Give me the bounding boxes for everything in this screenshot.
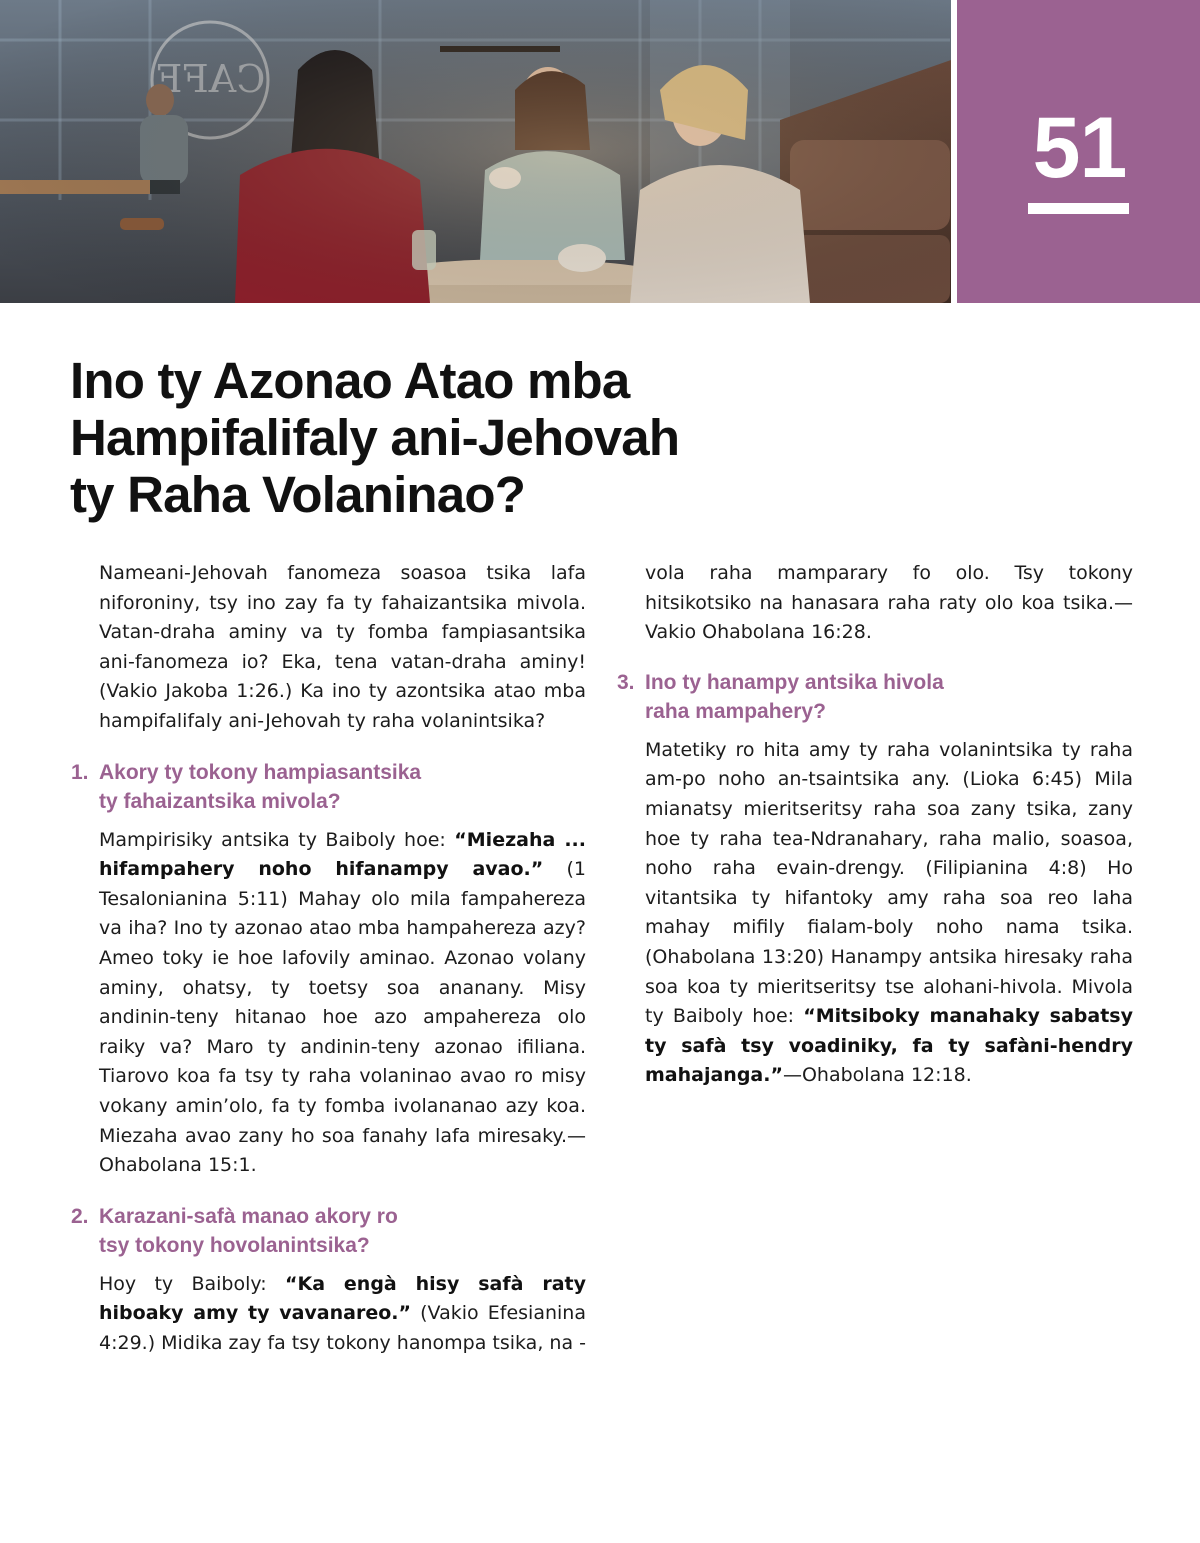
question-line: raha mampahery? <box>645 699 826 723</box>
answer-2-paragraph <box>99 1270 586 1359</box>
question-2-heading <box>71 1202 586 1260</box>
question-1-heading <box>71 758 586 816</box>
title-line: ty Raha Volaninao? <box>70 466 526 523</box>
intro-paragraph: Nameani-Jehovah fanomeza soasoa tsika lafa niforoniny, tsy ino zay fa ty fahaizantsika mivola. Vatan-draha aminy va ty fomba fampiasantsika ani-fanomeza io? Eka, tena vatan-draha aminy! (Vakio Jakoba 1:26.) Ka ino ty azontsika atao mba hampifalifaly ani-Jehovah ty raha volanintsika? <box>99 562 586 732</box>
answer-text: (Vakio Efesianina 4:29.) Midika zay fa tsy tokony hanompa tsika, na - <box>99 1302 586 1354</box>
question-line: ty fahaizantsika mivola? <box>99 789 341 813</box>
answer-2-continued: vola raha mamparary fo olo. Tsy tokony hitsikotsiko na hanasara raha raty olo koa tsika.—Vakio Ohabolana 16:28. <box>645 562 1133 644</box>
answer-text: —Ohabolana 12:18. <box>782 1064 972 1087</box>
answer-1-paragraph <box>99 826 586 1181</box>
lesson-number-underline <box>1028 203 1129 214</box>
question-number: 3. <box>617 670 635 694</box>
answer-text: Matetiky ro hita amy ty raha volanintsika ty raha am-po noho an-tsaintsika any. (Lioka 6:45) Mila mianatsy mieritseritsy raha soa zany tsika, zany hoe ty raha tea-Ndranahary, raha malio, soasoa, noho raha evain-drengy. (Filipianina 4:8) Ho vitantsika ty hifantoky amy raha soa reo laha mahay mifily fialam-boly noho nama tsika. (Ohabolana 13:20) Hanampy antsika hiresaky raha soa koa ty mieritseritsy tse alohani-hivola. Mivola ty Baiboly hoe: <box>645 738 1133 1028</box>
scripture-quote: “Miezaha ... hifampahery noho hifanampy avao.” <box>99 828 586 881</box>
scripture-quote: “Mitsiboky manahaky sabatsy ty safà tsy voadiniky, fa ty safàni-hendry mahajanga.” <box>645 1005 1133 1087</box>
question-3-heading <box>617 668 1133 726</box>
header-photo <box>0 0 951 303</box>
answer-text: (1 Tesalonianina 5:11) Mahay olo mila fampahereza va iha? Ino ty azonao atao mba hampahereza azy? Ameo toky ie hoe lafovily aminao. Azonao volany aminy, ohatsy, ty toetsy soa ananany. Misy andinin-teny hitanao hoe azo ampahereza olo raiky va? Maro ty andinin-teny azonao ifiliana. Tiarovo koa fa tsy ty raha volaninao avao ro misy vokany amin’olo, fa ty fomba ivolananao azy koa. Miezaha avao zany ho soa fanahy lafa miresaky.—Ohabolana 15:1. <box>99 858 586 1177</box>
page-title <box>70 352 770 523</box>
question-number: 2. <box>71 1204 89 1228</box>
question-number: 1. <box>71 760 89 784</box>
title-line: Ino ty Azonao Atao mba <box>70 352 630 409</box>
lesson-number-box <box>957 0 1200 303</box>
title-line: Hampifalifaly ani-Jehovah <box>70 409 680 466</box>
answer-3-paragraph <box>645 736 1133 1091</box>
question-line: Ino ty hanampy antsika hivola <box>645 670 944 694</box>
answer-text: Hoy ty Baiboly: <box>99 1272 285 1295</box>
question-line: Akory ty tokony hampiasantsika <box>99 760 422 784</box>
left-column <box>71 559 586 1358</box>
answer-text: Mampirisiky antsika ty Baiboly hoe: <box>99 828 455 851</box>
right-column <box>617 559 1133 1091</box>
lesson-number: 51 <box>1032 100 1127 196</box>
question-line: Karazani-safà manao akory ro <box>99 1204 398 1228</box>
question-line: tsy tokony hovolanintsika? <box>99 1233 370 1257</box>
scripture-quote: “Ka engà hisy safà raty hiboaky amy ty vavanareo.” <box>99 1272 586 1325</box>
